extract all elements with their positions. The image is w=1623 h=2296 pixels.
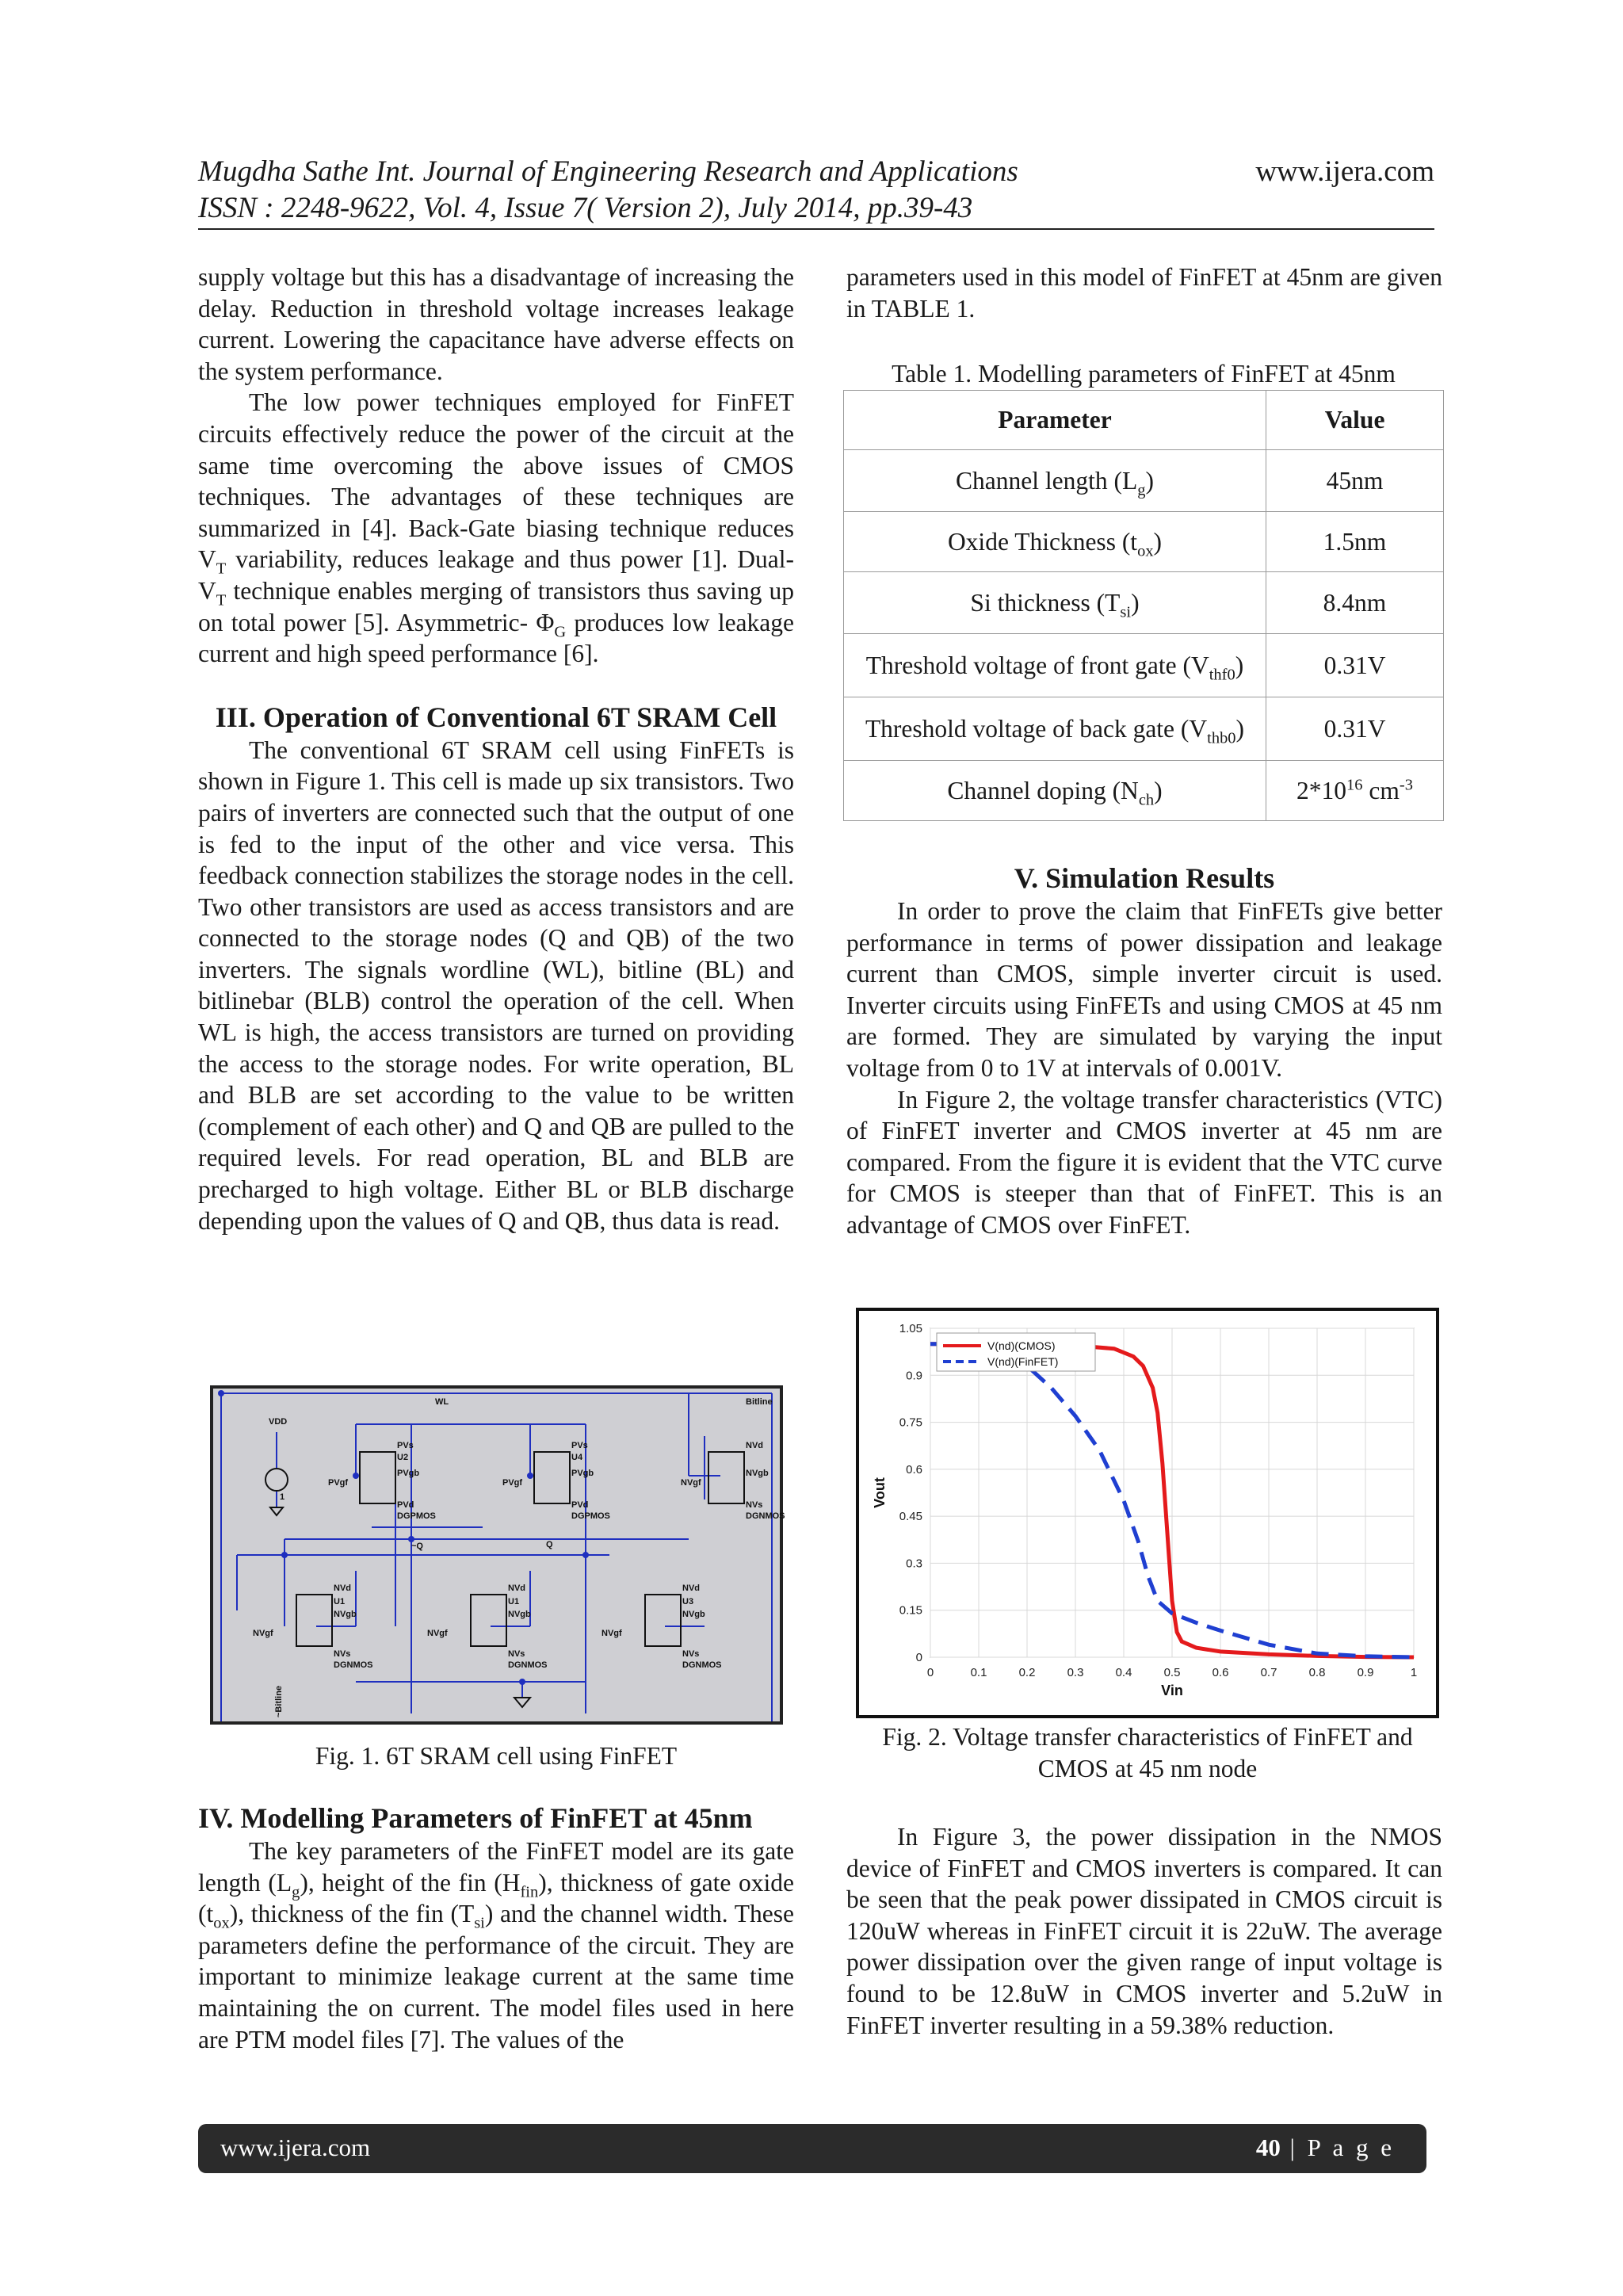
- svg-text:PVgf: PVgf: [502, 1478, 523, 1488]
- footer-website[interactable]: www.ijera.com: [220, 2134, 371, 2161]
- legend-label: V(nd)(FinFET): [987, 1355, 1059, 1368]
- right-column-bottom: [846, 1821, 1442, 2041]
- figure-1-schematic: [210, 1385, 783, 1725]
- x-axis-label: Vin: [1161, 1683, 1183, 1698]
- y-tick-label: 0.9: [906, 1369, 922, 1383]
- svg-text:~Bitline: ~Bitline: [274, 1685, 284, 1717]
- svg-text:NVgb: NVgb: [334, 1610, 357, 1619]
- table-header-row: [844, 391, 1444, 450]
- left-para-4: The key parameters of the FinFET model are its gate length $(L_g)$, height of the fin $(H_{fin})$, thickness of gate oxide $(t_{ox})$, thickness of the fin $(T_{si})$ and the channel width. These parameters define the performance of the circuit. They are important to minimize leakage current at the same time maintaining the on current. The model files used in here are PTM model files [7]. The values of the: [198, 1837, 794, 2053]
- svg-text:DGNMOS: DGNMOS: [746, 1511, 785, 1521]
- right-para-6: In Figure 2, the voltage transfer characteristics (VTC) of FinFET inverter and CMOS inverter at 45 nm are compared. From the figure it is evident that the VTC curve for CMOS is steeper than that of FinFET. This is an advantage of CMOS over FinFET.: [846, 1085, 1442, 1239]
- section-3-heading: III. Operation of Conventional 6T SRAM Cell: [215, 701, 777, 733]
- svg-text:1: 1: [280, 1492, 285, 1502]
- header-rule: [198, 228, 1434, 230]
- table-row: Si thickness $(T_{si})$ 8.4nm: [844, 572, 1444, 634]
- table-row: Threshold voltage of back gate $(V_{thb0})$ 0.31V: [844, 697, 1444, 761]
- table-1-caption: Table 1. Modelling parameters of FinFET at 45nm: [892, 360, 1396, 388]
- table-row: Oxide Thickness $(t_{ox})$ 1.5nm: [844, 512, 1444, 572]
- x-tick-label: 0.9: [1357, 1666, 1374, 1679]
- svg-text:DGPMOS: DGPMOS: [397, 1511, 436, 1521]
- svg-text:PVs: PVs: [571, 1441, 588, 1450]
- figure-2-caption: Fig. 2. Voltage transfer characteristics of FinFET and CMOS at 45 nm node: [882, 1723, 1413, 1782]
- left-para-3: The conventional 6T SRAM cell using FinFETs is shown in Figure 1. This cell is made up six transistors. Two pairs of inverters are connected such that the output of one is fed to the input of the other and vice versa. This feedback connection stabilizes the storage nodes in the cell. Two other transistors are used as access transistors and are connected to the storage nodes (Q and QB) of the two inverters. The signals wordline (WL), bitline (BL) and bitlinebar (BLB) control the operation of the cell. When WL is high, the access transistors are turned on providing the access to the storage nodes. For write operation, BL and BLB are set according to the value to be written (complement of each other) and Q and QB are pulled to the required levels. For read operation, BL and BLB are precharged to high voltage. Either BL or BLB discharge depending upon the values of Q and QB, thus data is read.: [198, 735, 794, 1235]
- svg-text:NVgf: NVgf: [427, 1629, 448, 1638]
- x-tick-label: 0.7: [1260, 1666, 1277, 1679]
- y-tick-label: 0.3: [906, 1557, 922, 1571]
- svg-text:NVd: NVd: [508, 1584, 525, 1593]
- y-tick-label: 0.6: [906, 1462, 922, 1477]
- journal-line: Mugdha Sathe Int. Journal of Engineering Research and Applications: [198, 155, 1018, 188]
- svg-text:PVgb: PVgb: [571, 1469, 594, 1478]
- x-tick-label: 0.3: [1067, 1666, 1084, 1679]
- section-5-heading: V. Simulation Results: [1014, 862, 1275, 894]
- svg-text:VDD: VDD: [269, 1417, 288, 1427]
- svg-text:NVgb: NVgb: [508, 1610, 531, 1619]
- x-tick-label: 0.2: [1018, 1666, 1036, 1679]
- left-column-bottom: [198, 1801, 794, 2055]
- table-1: [843, 390, 1444, 821]
- svg-text:DGNMOS: DGNMOS: [682, 1660, 722, 1670]
- svg-text:DGNMOS: DGNMOS: [508, 1660, 548, 1670]
- right-column-mid: [846, 861, 1442, 1241]
- legend-label: V(nd)(CMOS): [987, 1339, 1056, 1352]
- svg-text:U3: U3: [682, 1597, 694, 1606]
- y-axis-label: Vout: [872, 1477, 888, 1508]
- svg-text:~Q: ~Q: [411, 1541, 423, 1551]
- svg-text:U4: U4: [571, 1453, 583, 1462]
- svg-text:U1: U1: [334, 1597, 346, 1606]
- x-tick-label: 1: [1410, 1666, 1418, 1679]
- svg-text:NVd: NVd: [682, 1584, 700, 1593]
- svg-text:WL: WL: [435, 1397, 449, 1407]
- table-header-value: Value: [1266, 391, 1444, 450]
- x-tick-label: 0.4: [1115, 1666, 1132, 1679]
- right-para-7: In Figure 3, the power dissipation in the NMOS device of FinFET and CMOS inverters is compared. It can be seen that the peak power dissipated in CMOS circuit is 120uW whereas in FinFET circuit it is 22uW. The average power dissipation over the given range of input voltage is found to be 12.8uW in CMOS inverter and 5.2uW in FinFET inverter resulting in a 59.38% reduction.: [846, 1823, 1442, 2039]
- svg-text:PVd: PVd: [397, 1500, 414, 1510]
- y-tick-label: 1.05: [899, 1322, 922, 1335]
- running-header: [198, 154, 1434, 227]
- svg-text:DGNMOS: DGNMOS: [334, 1660, 373, 1670]
- svg-text:NVs: NVs: [746, 1500, 763, 1510]
- svg-text:PVgb: PVgb: [397, 1469, 420, 1478]
- x-tick-label: 0.1: [970, 1666, 987, 1679]
- table-header-parameter: Parameter: [844, 391, 1266, 450]
- y-tick-label: 0.75: [899, 1415, 922, 1430]
- vtc-chart-svg: [859, 1311, 1436, 1715]
- page-footer: [198, 2124, 1426, 2173]
- svg-text:NVs: NVs: [508, 1649, 525, 1659]
- svg-text:NVs: NVs: [334, 1649, 351, 1659]
- svg-text:NVgb: NVgb: [746, 1469, 769, 1478]
- page-number: 40 | P a g e: [1255, 2134, 1395, 2161]
- y-tick-label: 0.15: [899, 1603, 922, 1618]
- table-row: Threshold voltage of front gate $(V_{thf0})$ 0.31V: [844, 634, 1444, 697]
- figure-1-caption: Fig. 1. 6T SRAM cell using FinFET: [315, 1742, 678, 1770]
- x-tick-label: 0.5: [1163, 1666, 1181, 1679]
- svg-text:NVs: NVs: [682, 1649, 700, 1659]
- schematic-svg: [213, 1389, 785, 1721]
- right-para-5: In order to prove the claim that FinFETs give better performance in terms of power dissipation and leakage current than CMOS, simple inverter circuit is used. Inverter circuits using FinFETs and using CMOS at 45 nm are formed. They are simulated by varying the input voltage from 0 to 1V at intervals of 0.001V.: [846, 897, 1442, 1082]
- svg-text:PVgf: PVgf: [328, 1478, 349, 1488]
- x-tick-label: 0: [926, 1666, 934, 1679]
- svg-text:NVgb: NVgb: [682, 1610, 705, 1619]
- svg-text:NVgf: NVgf: [681, 1478, 701, 1488]
- header-website[interactable]: www.ijera.com: [1255, 155, 1434, 188]
- right-para-1: parameters used in this model of FinFET at 45nm are given in TABLE 1.: [846, 263, 1442, 323]
- svg-text:NVgf: NVgf: [601, 1629, 622, 1638]
- left-para-1: supply voltage but this has a disadvantage of increasing the delay. Reduction in threshold voltage increases leakage current. Lowering the capacitance have adverse effects on the system performance.: [198, 263, 794, 385]
- svg-text:PVs: PVs: [397, 1441, 414, 1450]
- svg-text:DGPMOS: DGPMOS: [571, 1511, 610, 1521]
- table-row: Channel length $(L_g)$ 45nm: [844, 450, 1444, 512]
- svg-text:NVd: NVd: [746, 1441, 763, 1450]
- table-row: Channel doping $(N_{ch})$ $2*10^{16}$ $cm^{-3}$: [844, 761, 1444, 821]
- left-column-top: [198, 262, 794, 1236]
- x-tick-label: 0.6: [1212, 1666, 1229, 1679]
- svg-text:NVgf: NVgf: [253, 1629, 273, 1638]
- figure-2-chart: [856, 1308, 1439, 1718]
- left-para-2: The low power techniques employed for FinFET circuits effectively reduce the power of the circuit at the same time overcoming the above issues of CMOS techniques. The advantages of these techniques are summarized in [4]. Back-Gate biasing technique reduces $V_T$ variability, reduces leakage and thus power [1]. Dual-$V_T$ technique enables merging of transistors thus saving up on total power [5]. Asymmetric- $\Phi_G$ produces low leakage current and high speed performance [6].: [198, 388, 794, 668]
- svg-text:Q: Q: [546, 1540, 553, 1549]
- issn-line: ISSN : 2248-9622, Vol. 4, Issue 7( Version 2), July 2014, pp.39-43: [198, 192, 973, 224]
- x-tick-label: 0.8: [1308, 1666, 1326, 1679]
- svg-text:U1: U1: [508, 1597, 520, 1606]
- svg-text:U2: U2: [397, 1453, 409, 1462]
- svg-text:Bitline: Bitline: [746, 1397, 773, 1407]
- section-4-heading: IV. Modelling Parameters of FinFET at 45nm: [198, 1802, 753, 1834]
- svg-text:NVd: NVd: [334, 1584, 351, 1593]
- svg-text:PVd: PVd: [571, 1500, 589, 1510]
- right-column-top: [846, 262, 1442, 324]
- y-tick-label: 0: [915, 1651, 922, 1664]
- y-tick-label: 0.45: [899, 1510, 922, 1524]
